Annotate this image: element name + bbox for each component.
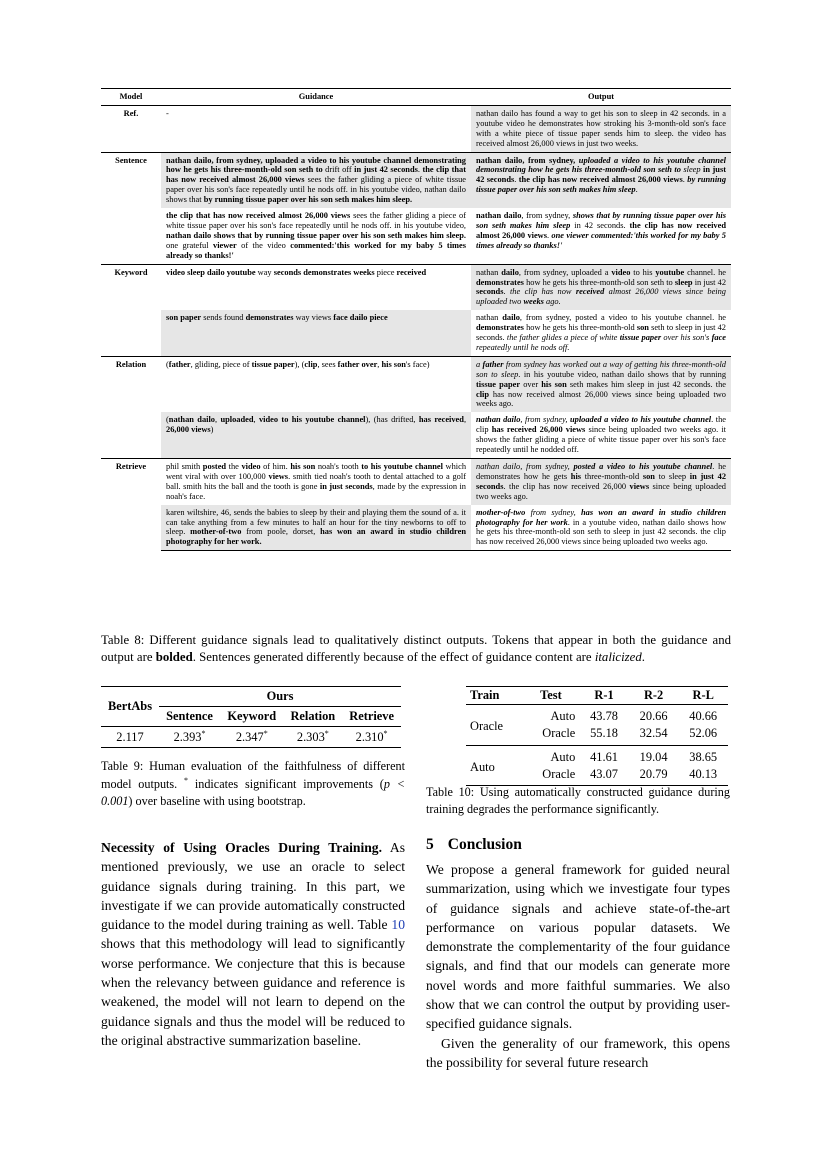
oracle-section: Necessity of Using Oracles During Training. As mentioned previously, we use an oracle to select guidance signals during training. In this part, we investigate if we can provide automatically constructed guidance to the model during training as well. Table 10 shows that this methodology will lead to significantly worse performance. We conjecture that this is because when the relevancy between guidance and reference is weakened, the model will not learn to depend on the guidance signals and thus the model will be reduced to the original abstractive summarization baseline.	[101, 840, 406, 1048]
model-relation: Relation	[101, 356, 161, 458]
guidance-sentence-1: nathan dailo, from sydney, uploaded a video to his youtube channel demonstrating how he gets his three-month-old son seth to drift off in just 42 seconds. the clip that has now received almost 26,000 views sees the father gliding a piece of white tissue paper over his son's face repeatedly until he nods off. in his youtube video, nathan dailo shows that by running tissue paper over his son seth makes him sleep.	[161, 152, 471, 208]
model-ref: Ref.	[101, 105, 161, 152]
conclusion-heading: 5 Conclusion	[426, 836, 522, 853]
table-9-row	[101, 727, 401, 748]
col-rl: R-L	[692, 688, 714, 702]
output-keyword-2: nathan dailo, from sydney, posted a video to his youtube channel. he demonstrates how he gets his three-month-old son seth to sleep in just 42 seconds. the father glides a piece of white tissue paper over his son's face repeatedly until he nods off.	[476, 313, 727, 352]
col-model: Model	[101, 89, 161, 106]
table-row: Oracle Auto 43.78 20.66 40.66	[466, 705, 728, 726]
conclusion-section	[426, 836, 730, 1072]
output-retrieve-2: mother-of-two from sydney, has won an award in studio children photography for her work. in a youtube video, nathan dailo shows how he gets his three-month-old son seth to sleep in just 42 seconds. the clip has now received 26,000 views since being uploaded two weeks ago.	[471, 505, 731, 551]
row-sentence-1	[101, 152, 731, 208]
col-relation: Relation	[290, 709, 336, 723]
guidance-relation-2: (nathan dailo, uploaded, video to his youtube channel), (has drifted, has received, 26,000 views)	[161, 412, 471, 458]
col-output: Output	[471, 89, 731, 106]
train-auto: Auto	[470, 759, 495, 774]
guidance-keyword-2: son paper sends found demonstrates way views face dailo piece	[161, 310, 471, 356]
table-10-caption: Table 10: Using automatically constructed guidance during training degrades the performance significantly.	[426, 785, 730, 816]
col-guidance: Guidance	[161, 89, 471, 106]
output-retrieve-1: nathan dailo, from sydney, posted a video to his youtube channel. he demonstrates how he gets his three-month-old son to sleep in just 42 seconds. the clip has now received 26,000 views since being uploaded two weeks ago.	[471, 459, 731, 505]
row-retrieve-1	[101, 459, 731, 505]
conclusion-paragraph-2: Given the generality of our framework, this opens the possibility for several future research	[426, 1035, 730, 1070]
row-retrieve-2	[101, 505, 731, 551]
table-10	[466, 686, 728, 786]
guidance-relation-1: (father, gliding, piece of tissue paper), (clip, sees father over, his son's face)	[161, 356, 471, 412]
value-relation: 2.303*	[296, 729, 329, 745]
table-10-link[interactable]: 10	[391, 917, 405, 933]
value-sentence: 2.393*	[173, 729, 206, 745]
output-keyword-1: nathan dailo, from sydney, uploaded a video to his youtube channel. he demonstrates how he gets his three-month-old son seth to sleep in just 42 seconds. the clip has now received almost 26,000 views since being uploaded two weeks ago.	[471, 264, 731, 310]
row-relation-2	[101, 412, 731, 458]
table-row: Auto Auto 41.61 19.04 38.65	[466, 746, 728, 767]
guidance-retrieve-1: phil smith posted the video of him. his son noah's tooth to his youtube channel which went viral with over 100,000 views. smith tied noah's tooth to dental attached to a golf ball. smith hits the ball and the tooth is gone in just seconds, made by the expression in noah's face.	[161, 459, 471, 505]
col-keyword: Keyword	[227, 709, 277, 723]
row-ref	[101, 105, 731, 152]
col-retrieve: Retrieve	[349, 709, 394, 723]
guidance-ref: -	[161, 105, 471, 152]
model-sentence: Sentence	[101, 152, 161, 264]
row-keyword-2	[101, 310, 731, 356]
output-relation-2: nathan dailo, from sydney, uploaded a video to his youtube channel. the clip has received 26,000 views since being uploaded two weeks ago. it shows the father gliding a piece of white tissue paper over his son's face repeatedly until he nodded off.	[476, 415, 726, 455]
table-row: Oracle 55.18 32.54 52.06	[466, 725, 728, 746]
col-sentence: Sentence	[166, 709, 213, 723]
col-r1: R-1	[594, 688, 614, 702]
output-sentence-1: nathan dailo, from sydney, uploaded a video to his youtube channel demonstrating how he gets his three-month-old son seth to sleep in just 42 seconds. the clip has now received almost 26,000 views. by running tissue paper over his son seth makes him sleep.	[471, 152, 731, 208]
conclusion-paragraph-1: We propose a general framework for guided neural summarization, using which we investigate four types of guidance signals and achieve state-of-the-art performance on various popular datasets. We demonstrate the complementarity of the four guidance signals, and find that our models can generate more novel words and more faithful summaries. We also show that we can control the output by providing user-specified guidance signals.	[426, 862, 730, 1032]
table-8-caption: Table 8: Different guidance signals lead to qualitatively distinct outputs. Tokens that appear in both the guidance and output are bolded. Sentences generated differently because of the effect of guidance content are italicized.	[101, 633, 731, 665]
output-relation-1: a father from sydney has worked out a way of getting his three-month-old son to sleep. in his youtube video, nathan dailo shows that by running tissue paper over his son seth makes him sleep in just 42 seconds. the clip has now received almost 26,000 views since being uploaded two weeks ago.	[471, 356, 731, 412]
col-train: Train	[470, 688, 500, 702]
value-bertabs: 2.117	[116, 729, 144, 744]
col-test: Test	[540, 688, 562, 702]
model-retrieve: Retrieve	[101, 459, 161, 551]
guidance-sentence-2: the clip that has now received almost 26,000 views sees the father gliding a piece of white tissue paper over his son's face repeatedly until he nods off. in his youtube video, nathan dailo shows that by running tissue paper over his son seth makes him sleep. one grateful viewer of the video commented:'this worked for my baby 5 times already so thanks!'	[166, 211, 466, 260]
table-8	[101, 88, 731, 551]
table-row: Oracle 43.07 20.79 40.13	[466, 766, 728, 786]
model-keyword: Keyword	[101, 264, 161, 356]
col-bertabs: BertAbs	[107, 699, 153, 713]
guidance-keyword-1: video sleep dailo youtube way seconds demonstrates weeks piece received	[161, 264, 471, 310]
row-keyword-1	[101, 264, 731, 310]
output-ref: nathan dailo has found a way to get his son to sleep in 42 seconds. in a youtube video he demonstrates how stroking his 3-month-old son's face with a white piece of tissue paper sends him to sleep. the video has received almost 26,000 views in just two weeks.	[471, 105, 731, 152]
col-r2: R-2	[643, 688, 664, 702]
table-9	[101, 686, 401, 748]
row-relation-1	[101, 356, 731, 412]
row-sentence-2	[101, 208, 731, 264]
section-heading: Necessity of Using Oracles During Training.	[101, 840, 382, 855]
guidance-retrieve-2: karen wiltshire, 46, sends the babies to sleep by their and playing them the sound of a. it can take anything from a few minutes to half an hour for the tiny newborns to off to sleep. mother-of-two from poole, dorset, has won an award in studio children photography for her work.	[161, 505, 471, 551]
table-8-header	[101, 89, 731, 106]
col-ours: Ours	[159, 687, 401, 707]
value-retrieve: 2.310*	[355, 729, 388, 745]
table-9-caption: Table 9: Human evaluation of the faithfulness of different model outputs. * indicates significant improvements (p < 0.001) over baseline with using bootstrap.	[101, 759, 405, 808]
train-oracle: Oracle	[470, 719, 504, 733]
value-keyword: 2.347*	[235, 729, 268, 745]
output-sentence-2: nathan dailo, from sydney, shows that by running tissue paper over his son seth makes him sleep in 42 seconds. the clip has now received almost 26,000 views. one viewer commented:'this worked for my baby 5 times already so thanks!'	[476, 211, 726, 250]
